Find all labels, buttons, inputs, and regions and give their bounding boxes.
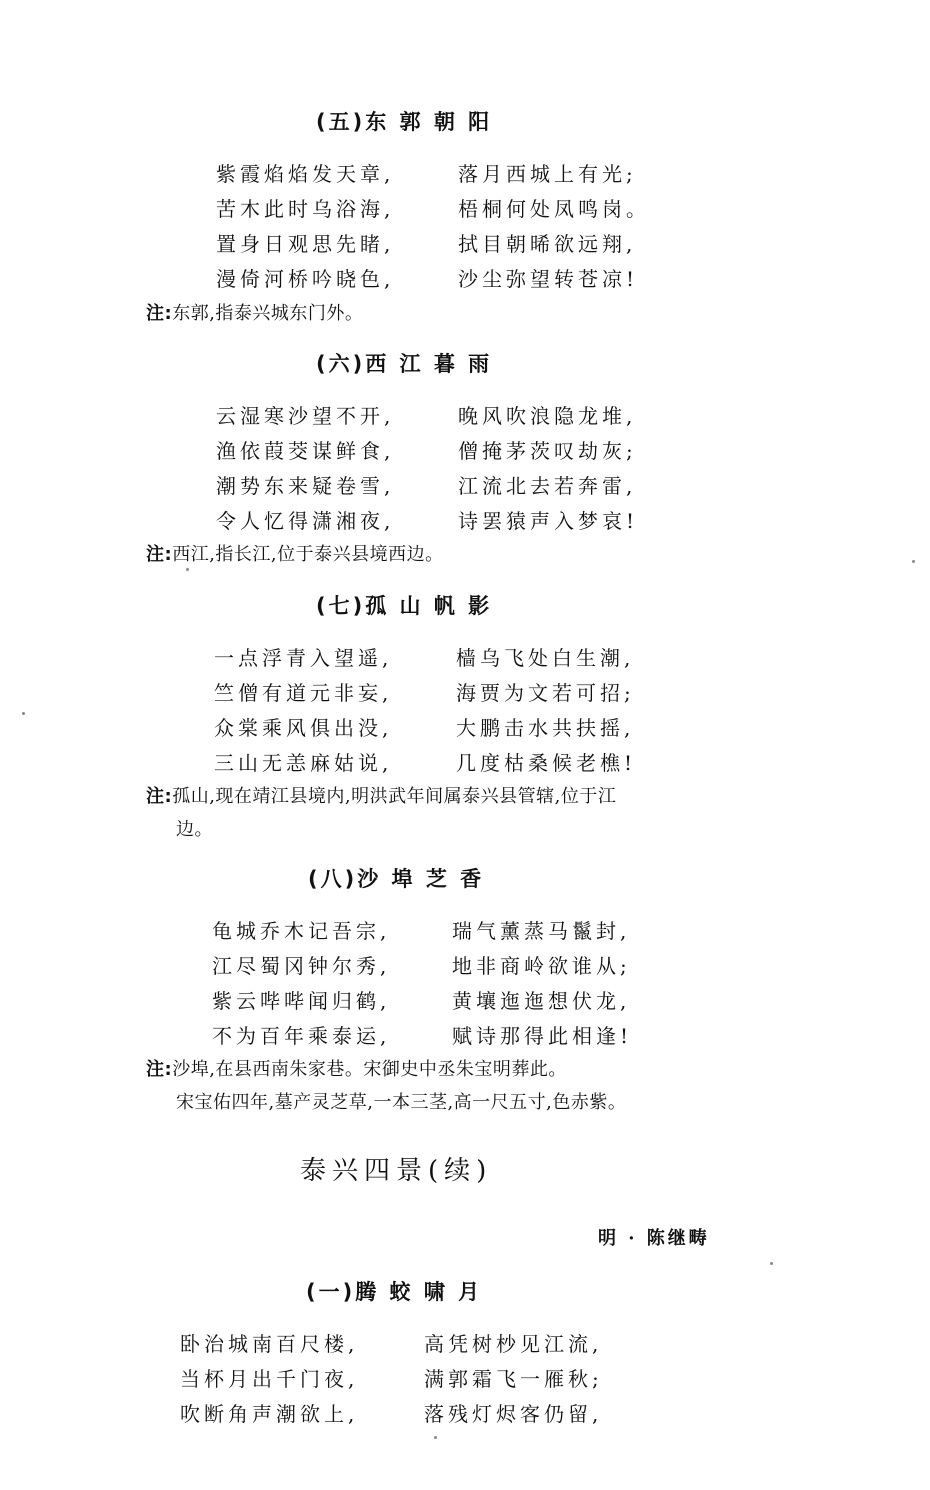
poem-line: 地非商岭欲谁从; [452,954,631,978]
poem-line: 赋诗那得此相逢! [452,1024,633,1048]
poem-line: 樯乌飞处白生潮, [456,646,635,670]
poem-line: 当杯月出千门夜, [180,1367,359,1391]
poem-line: 僧掩茅茨叹劫灰; [458,439,637,463]
note-label: 注: [146,544,173,565]
scan-speck [770,1262,773,1265]
section-heading-6: (六)西 江 暮 雨 [316,352,493,376]
note-text: 西江,指长江,位于泰兴县境西边。 [172,544,444,565]
poem-line: 晚风吹浪隐龙堆, [458,404,637,428]
scan-speck [434,1436,437,1439]
footnote [146,299,363,325]
footnote-continuation: 宋宝佑四年,墓产灵芝草,一本三茎,高一尺五寸,色赤紫。 [176,1092,627,1113]
scan-speck [186,568,189,571]
poem-line: 吹断角声潮欲上, [180,1402,359,1426]
poem-line: 竺僧有道元非妄, [214,681,393,705]
note-text: 东郭,指泰兴城东门外。 [172,303,364,324]
scan-speck [912,560,915,563]
poem-line: 紫霞焰焰发天章, [216,162,395,186]
poem-line: 高凭树杪见江流, [424,1332,603,1356]
footnote [146,540,444,566]
poem-line: 黄壤迤迤想伏龙, [452,989,631,1013]
poem-line: 一点浮青入望遥, [214,646,393,670]
poem-line: 苦木此时乌浴海, [216,197,395,221]
poem-line: 众棠乘风俱出没, [214,716,393,740]
poem-line: 渔依葭茭谋鲜食, [216,439,395,463]
poem-line: 满郭霜飞一雁秋; [424,1367,603,1391]
poem-line: 令人忆得潇湘夜, [216,509,395,533]
note-text: 孤山,现在靖江县境内,明洪武年间属泰兴县管辖,位于江 [172,786,617,807]
note-label: 注: [146,303,173,324]
section-heading-1: (一)腾 蛟 啸 月 [306,1280,483,1304]
footnote [146,1055,567,1081]
poem-line: 梧桐何处凤鸣岗。 [458,197,650,221]
footnote-continuation: 边。 [176,819,213,840]
poem-line: 诗罢猿声入梦哀! [458,509,639,533]
poem-line: 落残灯烬客仍留, [424,1402,603,1426]
section-heading-8: (八)沙 埠 芝 香 [308,867,485,891]
poem-line: 置身日观思先睹, [216,232,395,256]
poem-line: 落月西城上有光; [458,162,637,186]
poem-line: 江尽蜀冈钟尔秀, [212,954,391,978]
poem-line: 潮势东来疑卷雪, [216,474,395,498]
section-heading-7: (七)孤 山 帆 影 [316,594,493,618]
poem-line: 几度枯桑候老樵! [456,751,637,775]
poem-line: 沙尘弥望转苍凉! [458,267,639,291]
note-text: 沙埠,在县西南朱家巷。宋御史中丞朱宝明葬此。 [172,1059,567,1080]
poem-line: 云湿寒沙望不开, [216,404,395,428]
poem-line: 瑞气薰蒸马鬣封, [452,919,631,943]
poem-line: 不为百年乘泰运, [212,1024,391,1048]
poem-line: 紫云哔哔闻归鹤, [212,989,391,1013]
poem-title: 泰兴四景(续) [300,1156,493,1186]
poem-line: 卧治城南百尺楼, [180,1332,359,1356]
poem-author: 明 · 陈继畴 [598,1228,710,1249]
poem-line: 大鹏击水共扶摇, [456,716,635,740]
poem-line: 龟城乔木记吾宗, [212,919,391,943]
section-heading-5: (五)东 郭 朝 阳 [316,110,493,134]
note-label: 注: [146,1059,173,1080]
poem-line: 海贾为文若可招; [456,681,635,705]
poem-line: 漫倚河桥吟晓色, [216,267,395,291]
poem-line: 江流北去若奔雷, [458,474,637,498]
poem-line: 三山无恙麻姑说, [214,751,393,775]
note-label: 注: [146,786,173,807]
poem-line: 拭目朝晞欲远翔, [458,232,637,256]
scan-speck [22,712,25,715]
footnote [146,782,616,808]
